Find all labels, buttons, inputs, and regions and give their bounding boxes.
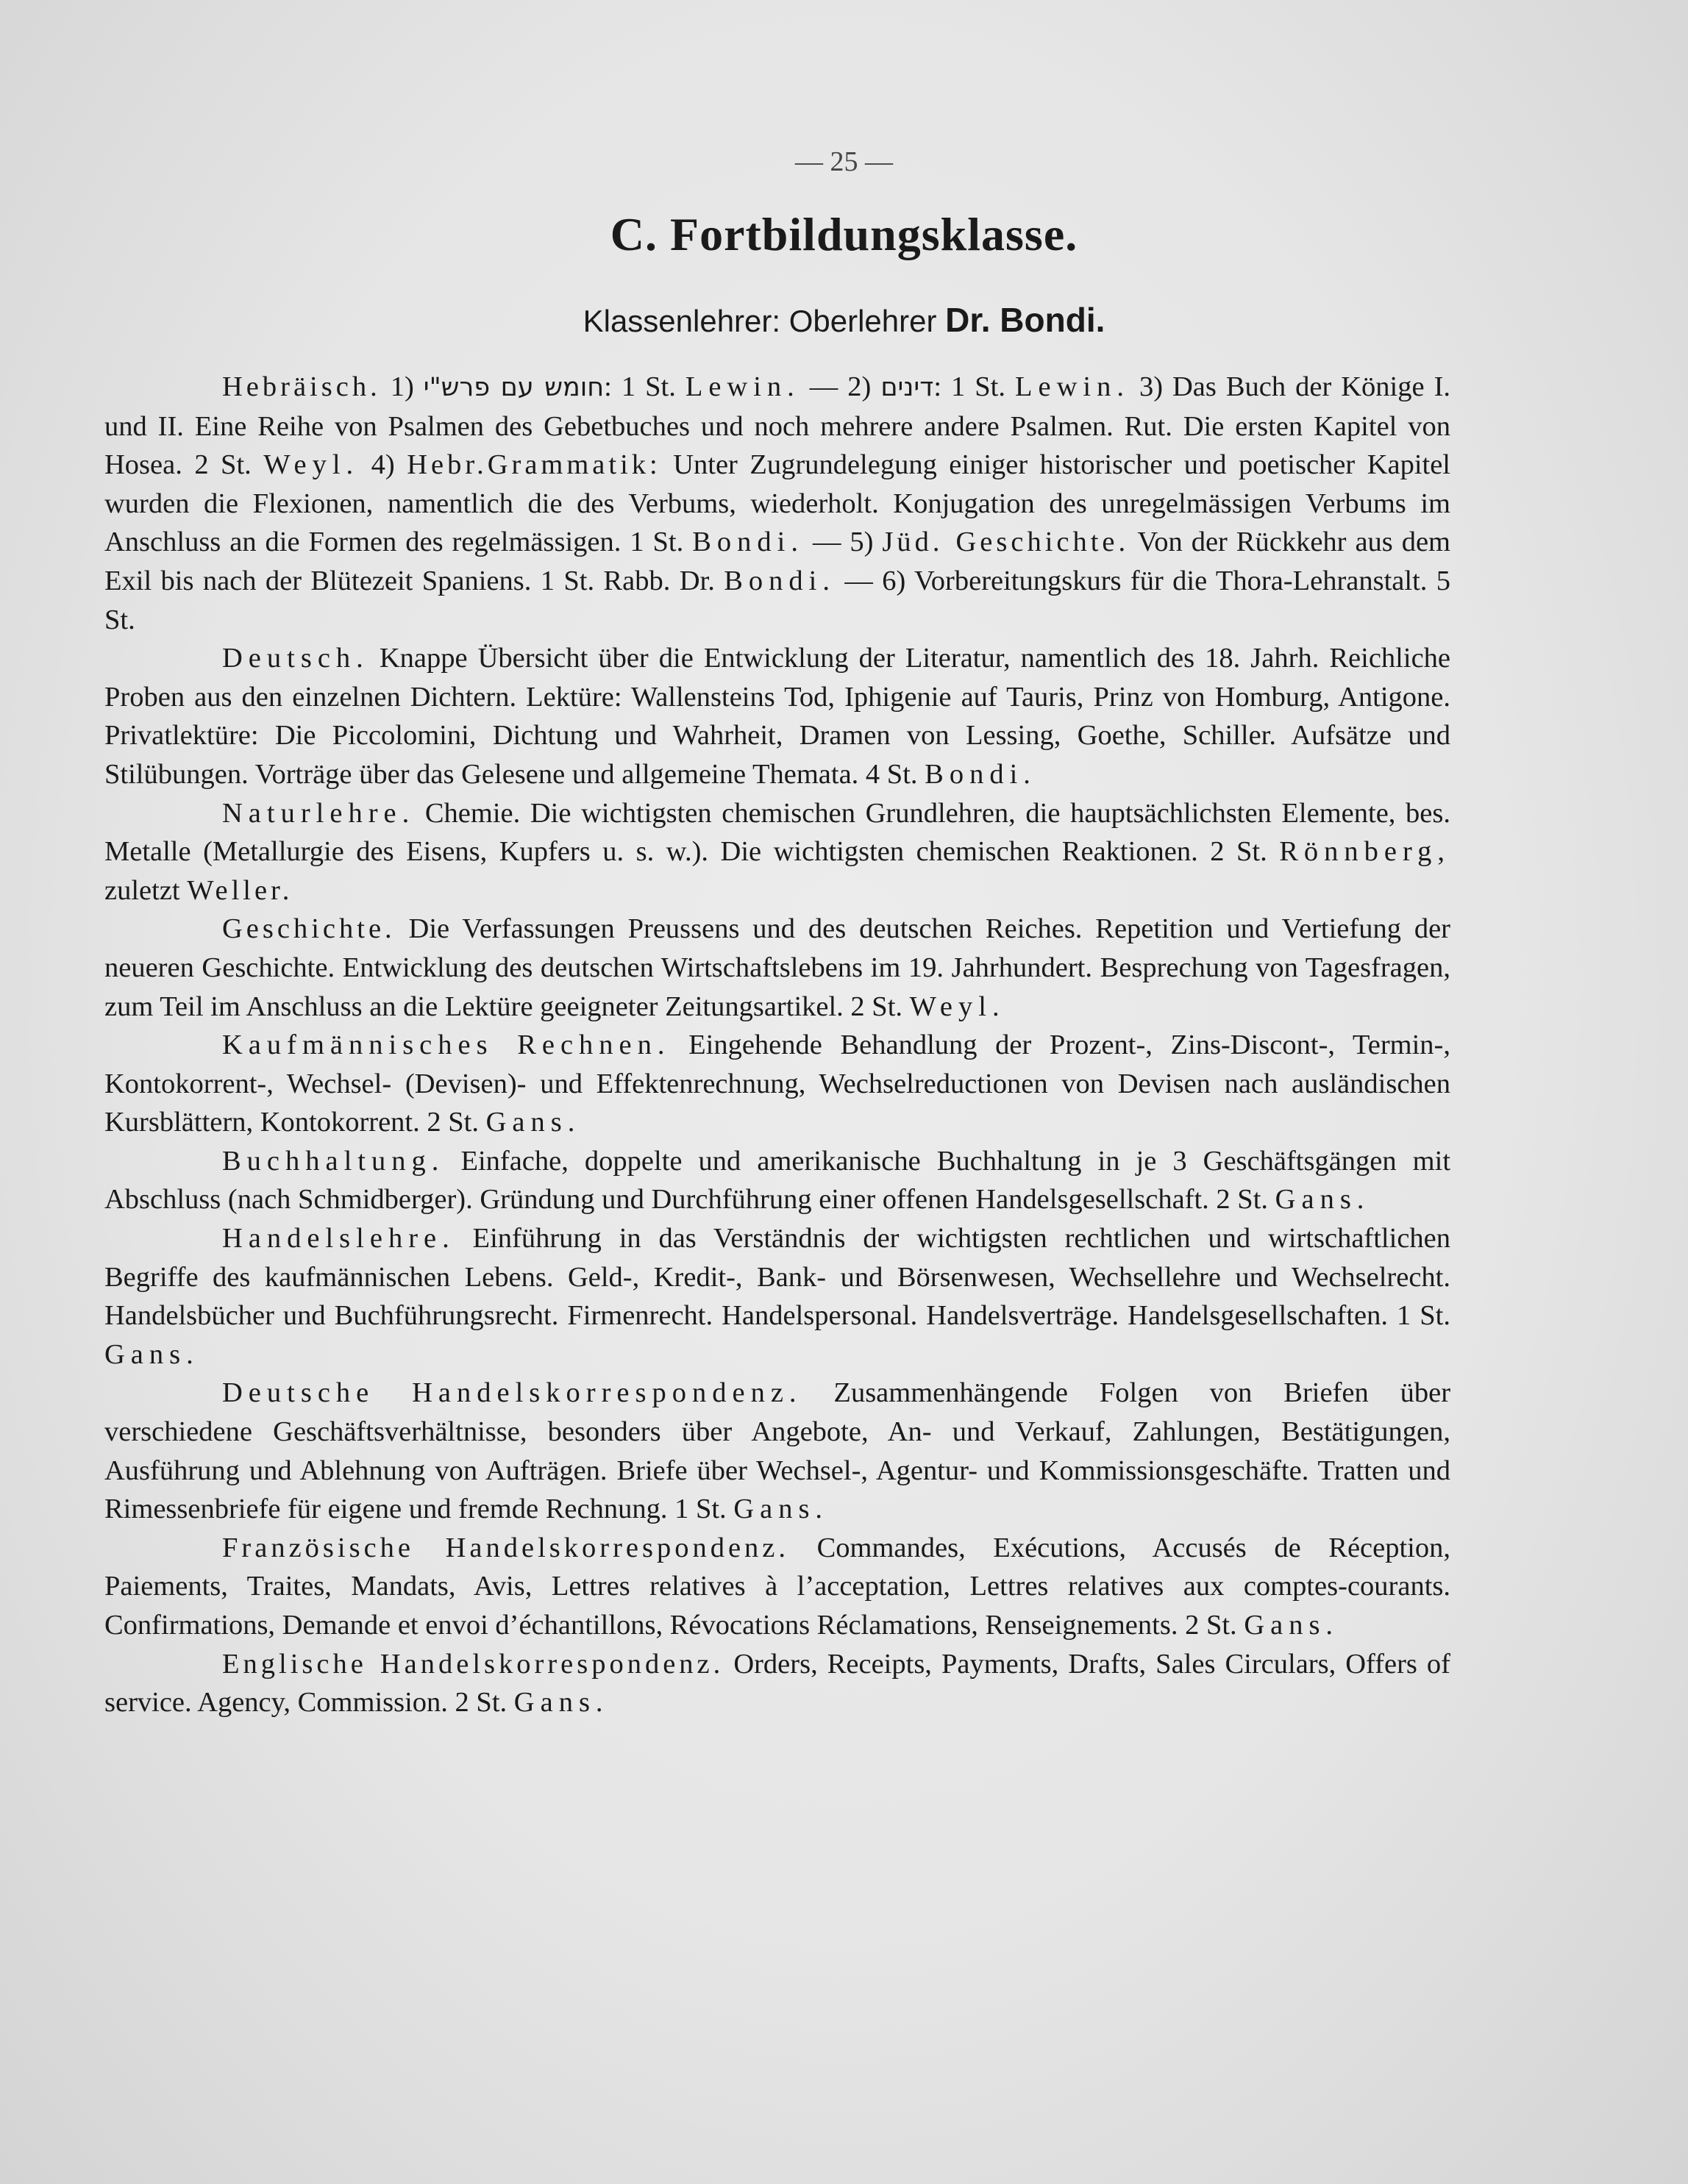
teacher-name: Bondi. — [724, 565, 836, 596]
subject-text: — 5) — [812, 527, 874, 558]
teacher-name: Lewin. — [1014, 371, 1130, 402]
subject-naturlehre — [104, 794, 1450, 910]
teacher-name: Weyl. — [263, 449, 360, 481]
hebrew-course-title: חומש עם פרש"י — [423, 373, 605, 402]
subject-deutsch — [104, 639, 1450, 793]
subject-text: 3) Das Buch der Könige I. und II. Eine Reihe von Psalmen des Gebetbuches und noch mehrere andere Psalmen. Rut. Die ersten Kapitel von Hosea. 2 St. — [104, 371, 1451, 481]
teacher-name: Gans. — [513, 1687, 609, 1719]
teacher-name: Gans. — [1275, 1184, 1370, 1216]
subject-handelslehre — [104, 1219, 1450, 1374]
subject-label: Deutsch. — [222, 643, 369, 674]
teacher-name: Gans. — [1244, 1610, 1339, 1641]
subject-label: Naturlehre. — [222, 797, 416, 829]
subject-text: : 1 St. — [933, 371, 1005, 402]
subject-label: Handelslehre. — [222, 1223, 455, 1255]
subject-label: Englische Handelskorrespondenz. — [222, 1648, 724, 1680]
subject-text: Einführung in das Verständnis der wichtigsten rechtlichen und wirtschaftlichen Begriffe des kaufmännischen Lebens. Geld-, Kredit-, Bank- und Börsenwesen, Wechsellehre und Wechselrecht. Handelsbücher und Buchführungsrecht. Firmenrecht. Handelspersonal. Handelsverträge. Handelsgesellschaften. 1 St. — [104, 1223, 1450, 1332]
class-teacher-name: Dr. Bondi. — [945, 301, 1105, 339]
class-teacher-line — [0, 300, 1688, 340]
page-title: C. Fortbildungsklasse. — [610, 208, 1078, 260]
subject-text: Orders, Receipts, Payments, Drafts, Sales Circulars, Offers of service. Agency, Commission. 2 St. — [104, 1648, 1450, 1719]
teacher-name: Weyl. — [909, 991, 1005, 1022]
subject-text: Von der Rückkehr aus dem Exil bis nach der Blütezeit Spaniens. 1 St. Rabb. Dr. — [104, 527, 1450, 596]
class-teacher-label: Klassenlehrer: Oberlehrer — [583, 304, 937, 338]
subject-hebraeisch — [104, 368, 1450, 639]
teacher-name: Weller. — [187, 874, 293, 906]
subject-text: Die Verfassungen Preussens und des deutschen Reiches. Repetition und Vertiefung der neueren Geschichte. Entwicklung des deutschen Wirtschaftslebens im 19. Jahrhundert. Besprechung von Tagesfragen, zum Teil im Anschluss an die Lektüre geeigneter Zeitungsartikel. 2 St. — [104, 913, 1450, 1022]
subject-text: Chemie. Die wichtigsten chemischen Grundlehren, die hauptsächlichsten Elemente, bes. Metalle (Metallurgie des Eisens, Kupfers u. s. w.). Die wichtigsten chemischen Reaktionen. 2 St. — [104, 797, 1450, 868]
subject-deutsche-handelskorrespondenz — [104, 1374, 1450, 1528]
subject-text: Knappe Übersicht über die Entwicklung der Literatur, namentlich des 18. Jahrh. Reichliche Proben aus den einzelnen Dichtern. Lektüre: Wallensteins Tod, Iphigenie auf Tauris, Prinz von Homburg, Antigone. Privatlektüre: Die Piccolomini, Dichtung und Wahrheit, Dramen von Lessing, Goethe, Schiller. Aufsätze und Stilübungen. Vorträge über das Gelesene und allgemeine Themata. 4 St. — [104, 643, 1450, 790]
teacher-name: Bondi. — [692, 527, 804, 558]
hebrew-course-title: דינים — [880, 373, 934, 402]
subject-franzoesische-handelskorrespondenz — [104, 1529, 1450, 1645]
subject-text: : 1 St. — [604, 371, 676, 402]
subject-geschichte — [104, 910, 1450, 1026]
teacher-name: Rönnberg, — [1279, 836, 1451, 868]
subject-text: Zusammenhängende Folgen von Briefen über verschiedene Geschäftsverhältnisse, besonders über Angebote, An- und Verkauf, Zahlungen, Bestätigungen, Ausführung und Ablehnung von Aufträgen. Briefe über Wechsel-, Agentur- und Kommissionsgeschäfte. Tratten und Rimessenbriefe für eigene und fremde Rechnung. 1 St. — [104, 1377, 1451, 1525]
subject-text: Eingehende Behandlung der Prozent-, Zins-Discont-, Termin-, Kontokorrent-, Wechsel- (Devisen)- und Effektenrechnung, Wechselreductionen von Devisen nach ausländischen Kursblättern, Kontokorrent. 2 St. — [104, 1029, 1451, 1138]
subject-text: zuletzt — [104, 874, 180, 906]
subsection-label: Hebr.Grammatik: — [407, 449, 661, 481]
subject-text: 1) — [390, 371, 414, 402]
subject-kaufmaennisches-rechnen — [104, 1026, 1450, 1142]
subject-text: — 6) Vorbereitungskurs für die Thora-Lehranstalt. 5 St. — [104, 565, 1451, 635]
teacher-name: Lewin. — [685, 371, 800, 402]
teacher-name: Gans. — [733, 1494, 829, 1525]
subsection-label: Jüd. Geschichte. — [882, 527, 1130, 558]
subject-label: Hebräisch. — [222, 371, 381, 402]
subject-buchhaltung — [104, 1142, 1450, 1219]
subject-label: Französische Handelskorrespondenz. — [222, 1532, 790, 1563]
page-number: — 25 — — [795, 146, 893, 177]
subject-text: 4) — [371, 449, 395, 481]
subject-text: Unter Zugrundelegung einiger historischer und poetischer Kapitel wurden die Flexionen, namentlich die des Verbums, wiederholt. Konjugation des unregelmässigen Verbums im Anschluss an die Formen des regelmässigen. 1 St. — [104, 449, 1451, 558]
subject-text: Einfache, doppelte und amerikanische Buchhaltung in je 3 Geschäftsgängen mit Abschluss (nach Schmidberger). Gründung und Durchführung einer offenen Handelsgesellschaft. 2 St. — [104, 1145, 1451, 1216]
subject-label: Deutsche Handelskorrespondenz. — [222, 1377, 802, 1409]
subject-label: Buchhaltung. — [222, 1145, 445, 1177]
subject-label: Kaufmännisches Rechnen. — [222, 1029, 671, 1061]
subjects-body — [104, 368, 1450, 1722]
teacher-name: Bondi. — [925, 758, 1036, 790]
subject-englische-handelskorrespondenz — [104, 1645, 1450, 1722]
subject-label: Geschichte. — [222, 913, 396, 945]
teacher-name: Gans. — [104, 1338, 199, 1370]
subject-text: — 2) — [809, 371, 872, 402]
subject-text: Commandes, Exécutions, Accusés de Réception, Paiements, Traites, Mandats, Avis, Lettres relatives à l’acceptation, Lettres relatives aux comptes-courants. Confirmations, Demande et envoi d’échantillons, Révocations Réclamations, Renseignements. 2 St. — [104, 1532, 1450, 1641]
teacher-name: Gans. — [485, 1107, 581, 1138]
